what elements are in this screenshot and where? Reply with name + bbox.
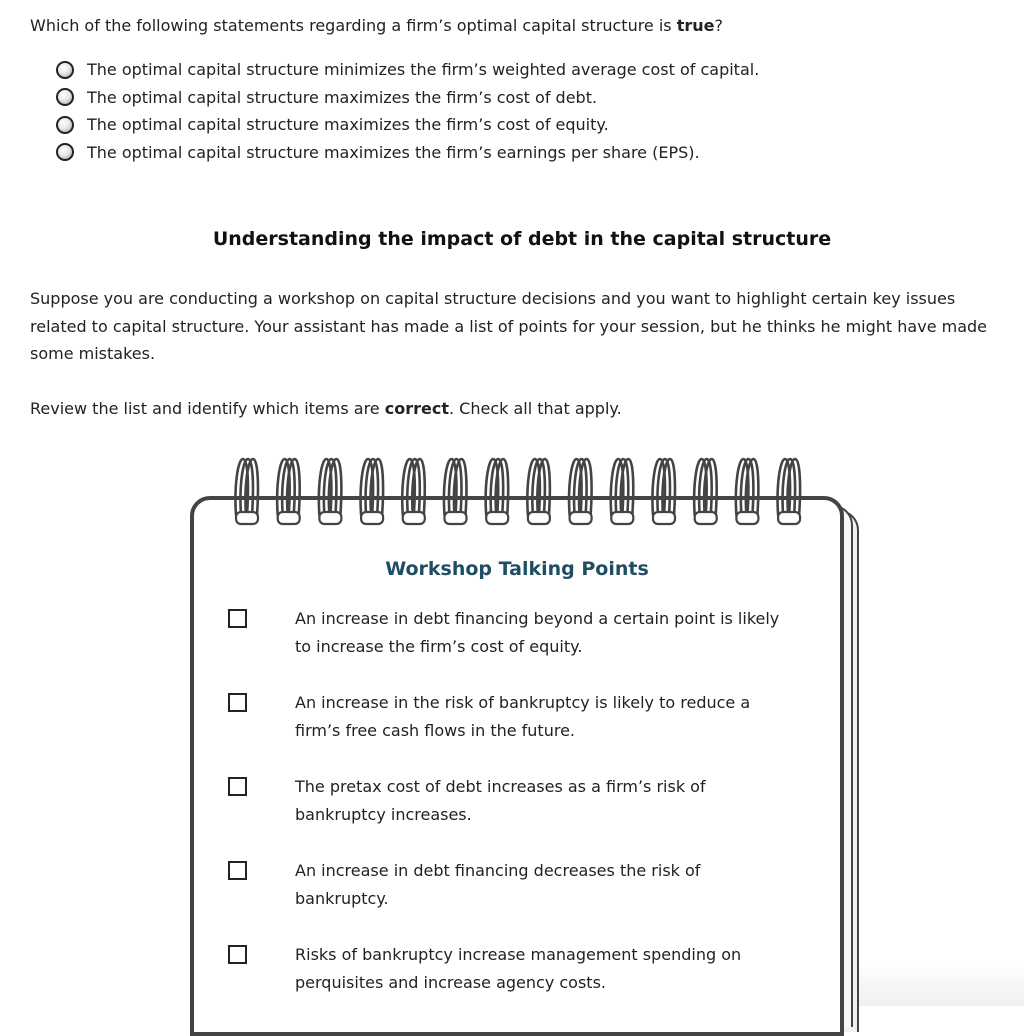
checkbox[interactable] [228,609,247,628]
question-emphasis: true [676,16,715,35]
spiral-ring [736,459,759,524]
talking-point-text: An increase in debt financing decreases the risk of bankruptcy. [295,861,701,908]
talking-point-item [228,605,828,660]
spiral-ring [319,459,342,524]
spiral-ring [277,459,300,524]
spiral-binding [0,455,1024,535]
option-cost-of-equity[interactable] [56,111,759,139]
notebook-title: Workshop Talking Points [385,558,649,580]
radio-button[interactable] [56,61,74,79]
spiral-ring [694,459,717,524]
spiral-ring [444,459,467,524]
radio-button[interactable] [56,143,74,161]
spiral-ring [611,459,634,524]
question-text: Which of the following statements regarding a firm’s optimal capital structure is [30,16,677,35]
checkbox[interactable] [228,861,247,880]
intro-paragraph: Suppose you are conducting a workshop on capital structure decisions and you want to highlight certain key issues related to capital structure. Your assistant has made a list of points for your session, but he thinks he might have made some mistakes. [30,289,988,363]
question-prompt [30,15,723,37]
talking-point-text: An increase in debt financing beyond a certain point is likely to increase the firm’s cost of equity. [295,609,780,656]
spiral-ring [569,459,592,524]
section-title: Understanding the impact of debt in the capital structure [212,228,832,250]
option-label: The optimal capital structure maximizes the firm’s cost of debt. [87,87,598,107]
spiral-ring [652,459,675,524]
answer-options [56,56,759,166]
talking-point-item [228,773,828,828]
checkbox[interactable] [228,693,247,712]
talking-point-item [228,857,828,912]
option-label: The optimal capital structure minimizes the firm’s weighted average cost of capital. [87,60,760,80]
spiral-ring [486,459,509,524]
spiral-ring [778,459,801,524]
talking-point-item [228,689,828,744]
talking-point-text: An increase in the risk of bankruptcy is likely to reduce a firm’s free cash flows in the future. [295,693,751,740]
spiral-ring [402,459,425,524]
talking-point-item [228,941,828,996]
talking-point-text: The pretax cost of debt increases as a firm’s risk of bankruptcy increases. [295,777,706,824]
option-cost-of-debt[interactable] [56,84,759,112]
spiral-ring [527,459,550,524]
option-label: The optimal capital structure maximizes the firm’s cost of equity. [87,115,609,135]
option-wacc[interactable] [56,56,759,84]
option-eps[interactable] [56,139,759,167]
review-text: Review the list and identify which items are [30,399,385,418]
spiral-ring [235,459,258,524]
review-emphasis: correct [384,399,449,418]
page-shadow [855,960,1024,1006]
question-end: ? [714,16,724,35]
option-label: The optimal capital structure maximizes the firm’s earnings per share (EPS). [87,142,700,162]
review-end: . Check all that apply. [448,399,622,418]
review-instruction [30,398,622,420]
radio-button[interactable] [56,116,74,134]
talking-point-text: Risks of bankruptcy increase management spending on perquisites and increase agency costs. [295,945,742,992]
checkbox[interactable] [228,777,247,796]
checkbox[interactable] [228,945,247,964]
spiral-ring [361,459,384,524]
radio-button[interactable] [56,88,74,106]
